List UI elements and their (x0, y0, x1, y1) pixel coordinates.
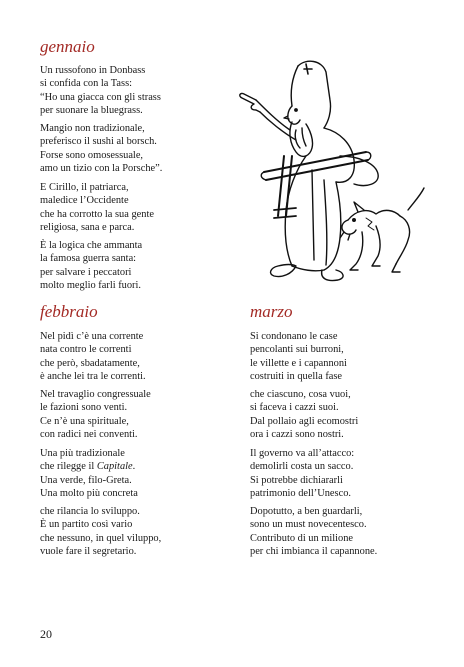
stanza (40, 122, 162, 175)
stanza (250, 505, 377, 558)
stanza (40, 388, 151, 441)
heading-gennaio: gennaio (40, 37, 95, 56)
stanza (40, 330, 146, 383)
verse-line: Si condonano le case (250, 331, 338, 342)
verse-line-text: che rilegge il (40, 461, 97, 473)
verse-line: nata contro le correnti (40, 344, 132, 356)
verse-line: che però, sbadatamente, (40, 357, 140, 369)
verse-line: È un partito così vario (40, 519, 133, 531)
verse-line: molto meglio farli fuori. (40, 279, 141, 291)
verse-line: con radici nei conventi. (40, 428, 138, 440)
stanza (250, 330, 347, 383)
verse-line: le villette e i capannoni (250, 357, 347, 369)
stanza (40, 239, 142, 292)
verse-line: Nel travaglio congressuale (40, 389, 151, 400)
verse-line: per suonare la bluegrass. (40, 104, 143, 116)
heading-marzo: marzo (250, 302, 293, 321)
verse-line (40, 460, 138, 473)
stanza (40, 181, 154, 234)
stanza (250, 447, 354, 500)
verse-line: la famosa guerra santa: (40, 253, 137, 265)
verse-line: Si potrebbe dichiararli (250, 474, 343, 486)
verse-line: demolirli costa un sacco. (250, 461, 354, 473)
patriarch-illustration (236, 60, 426, 285)
verse-line: “Ho una giacca con gli strass (40, 91, 161, 103)
verse-line: costruiti in quella fase (250, 370, 343, 382)
verse-line: religiosa, sana e parca. (40, 221, 135, 233)
verse-line: sono un must novecentesco. (250, 519, 367, 531)
verse-line: Il governo va all’attacco: (250, 448, 355, 459)
verse-line: È la logica che ammanta (40, 240, 143, 251)
verse-line: che ha corrotto la sua gente (40, 208, 154, 220)
verse-line: Dopotutto, a ben guardarli, (250, 506, 363, 517)
heading-febbraio: febbraio (40, 302, 98, 321)
verse-line: Un russofono in Donbass (40, 65, 146, 76)
verse-line: Mangio non tradizionale, (40, 123, 145, 134)
verse-line: per salvare i peccatori (40, 266, 132, 278)
verse-line: patrimonio dell’Unesco. (250, 487, 351, 499)
verse-line: per chi imbianca il capannone. (250, 545, 378, 557)
verse-punctuation: . (132, 461, 136, 473)
verse-line: è anche lei tra le correnti. (40, 370, 146, 382)
stanza (40, 64, 161, 117)
verse-line: le fazioni sono venti. (40, 402, 128, 414)
stanza (40, 447, 138, 500)
verse-line: vuole fare il segretario. (40, 545, 137, 557)
verse-line: che nessuno, in quel viluppo, (40, 532, 162, 544)
verse-line: che ciascuno, cosa vuoi, (250, 389, 351, 400)
verse-line: amo un tizio con la Porsche”. (40, 162, 163, 174)
verse-line: si confida con la Tass: (40, 78, 132, 90)
verse-line: Dal pollaio agli ecomostri (250, 415, 359, 427)
page-number: 20 (40, 627, 52, 641)
verse-line: ora i cazzi sono nostri. (250, 428, 344, 440)
verse-line: Una più tradizionale (40, 448, 125, 459)
verse-line: Una verde, filo-Greta. (40, 474, 132, 486)
verse-line: maledice l’Occidente (40, 195, 129, 207)
verse-line: E Cirillo, il patriarca, (40, 182, 129, 193)
verse-line: si faceva i cazzi suoi. (250, 402, 339, 414)
verse-line: Ce n’è una spirituale, (40, 415, 129, 427)
verse-line: Nel pidì c’è una corrente (40, 331, 144, 342)
verse-line: che rilancia lo sviluppo. (40, 506, 140, 517)
stanza (250, 388, 358, 441)
italic-word: Capitale (96, 461, 133, 473)
verse-line: Una molto più concreta (40, 487, 138, 499)
verse-line: preferisco il sushi al borsch. (40, 136, 157, 148)
stanza (40, 505, 161, 558)
verse-line: Forse sono omosessuale, (40, 149, 144, 161)
verse-line: pencolanti sui burroni, (250, 344, 344, 356)
verse-line: Contributo di un milione (250, 532, 354, 544)
